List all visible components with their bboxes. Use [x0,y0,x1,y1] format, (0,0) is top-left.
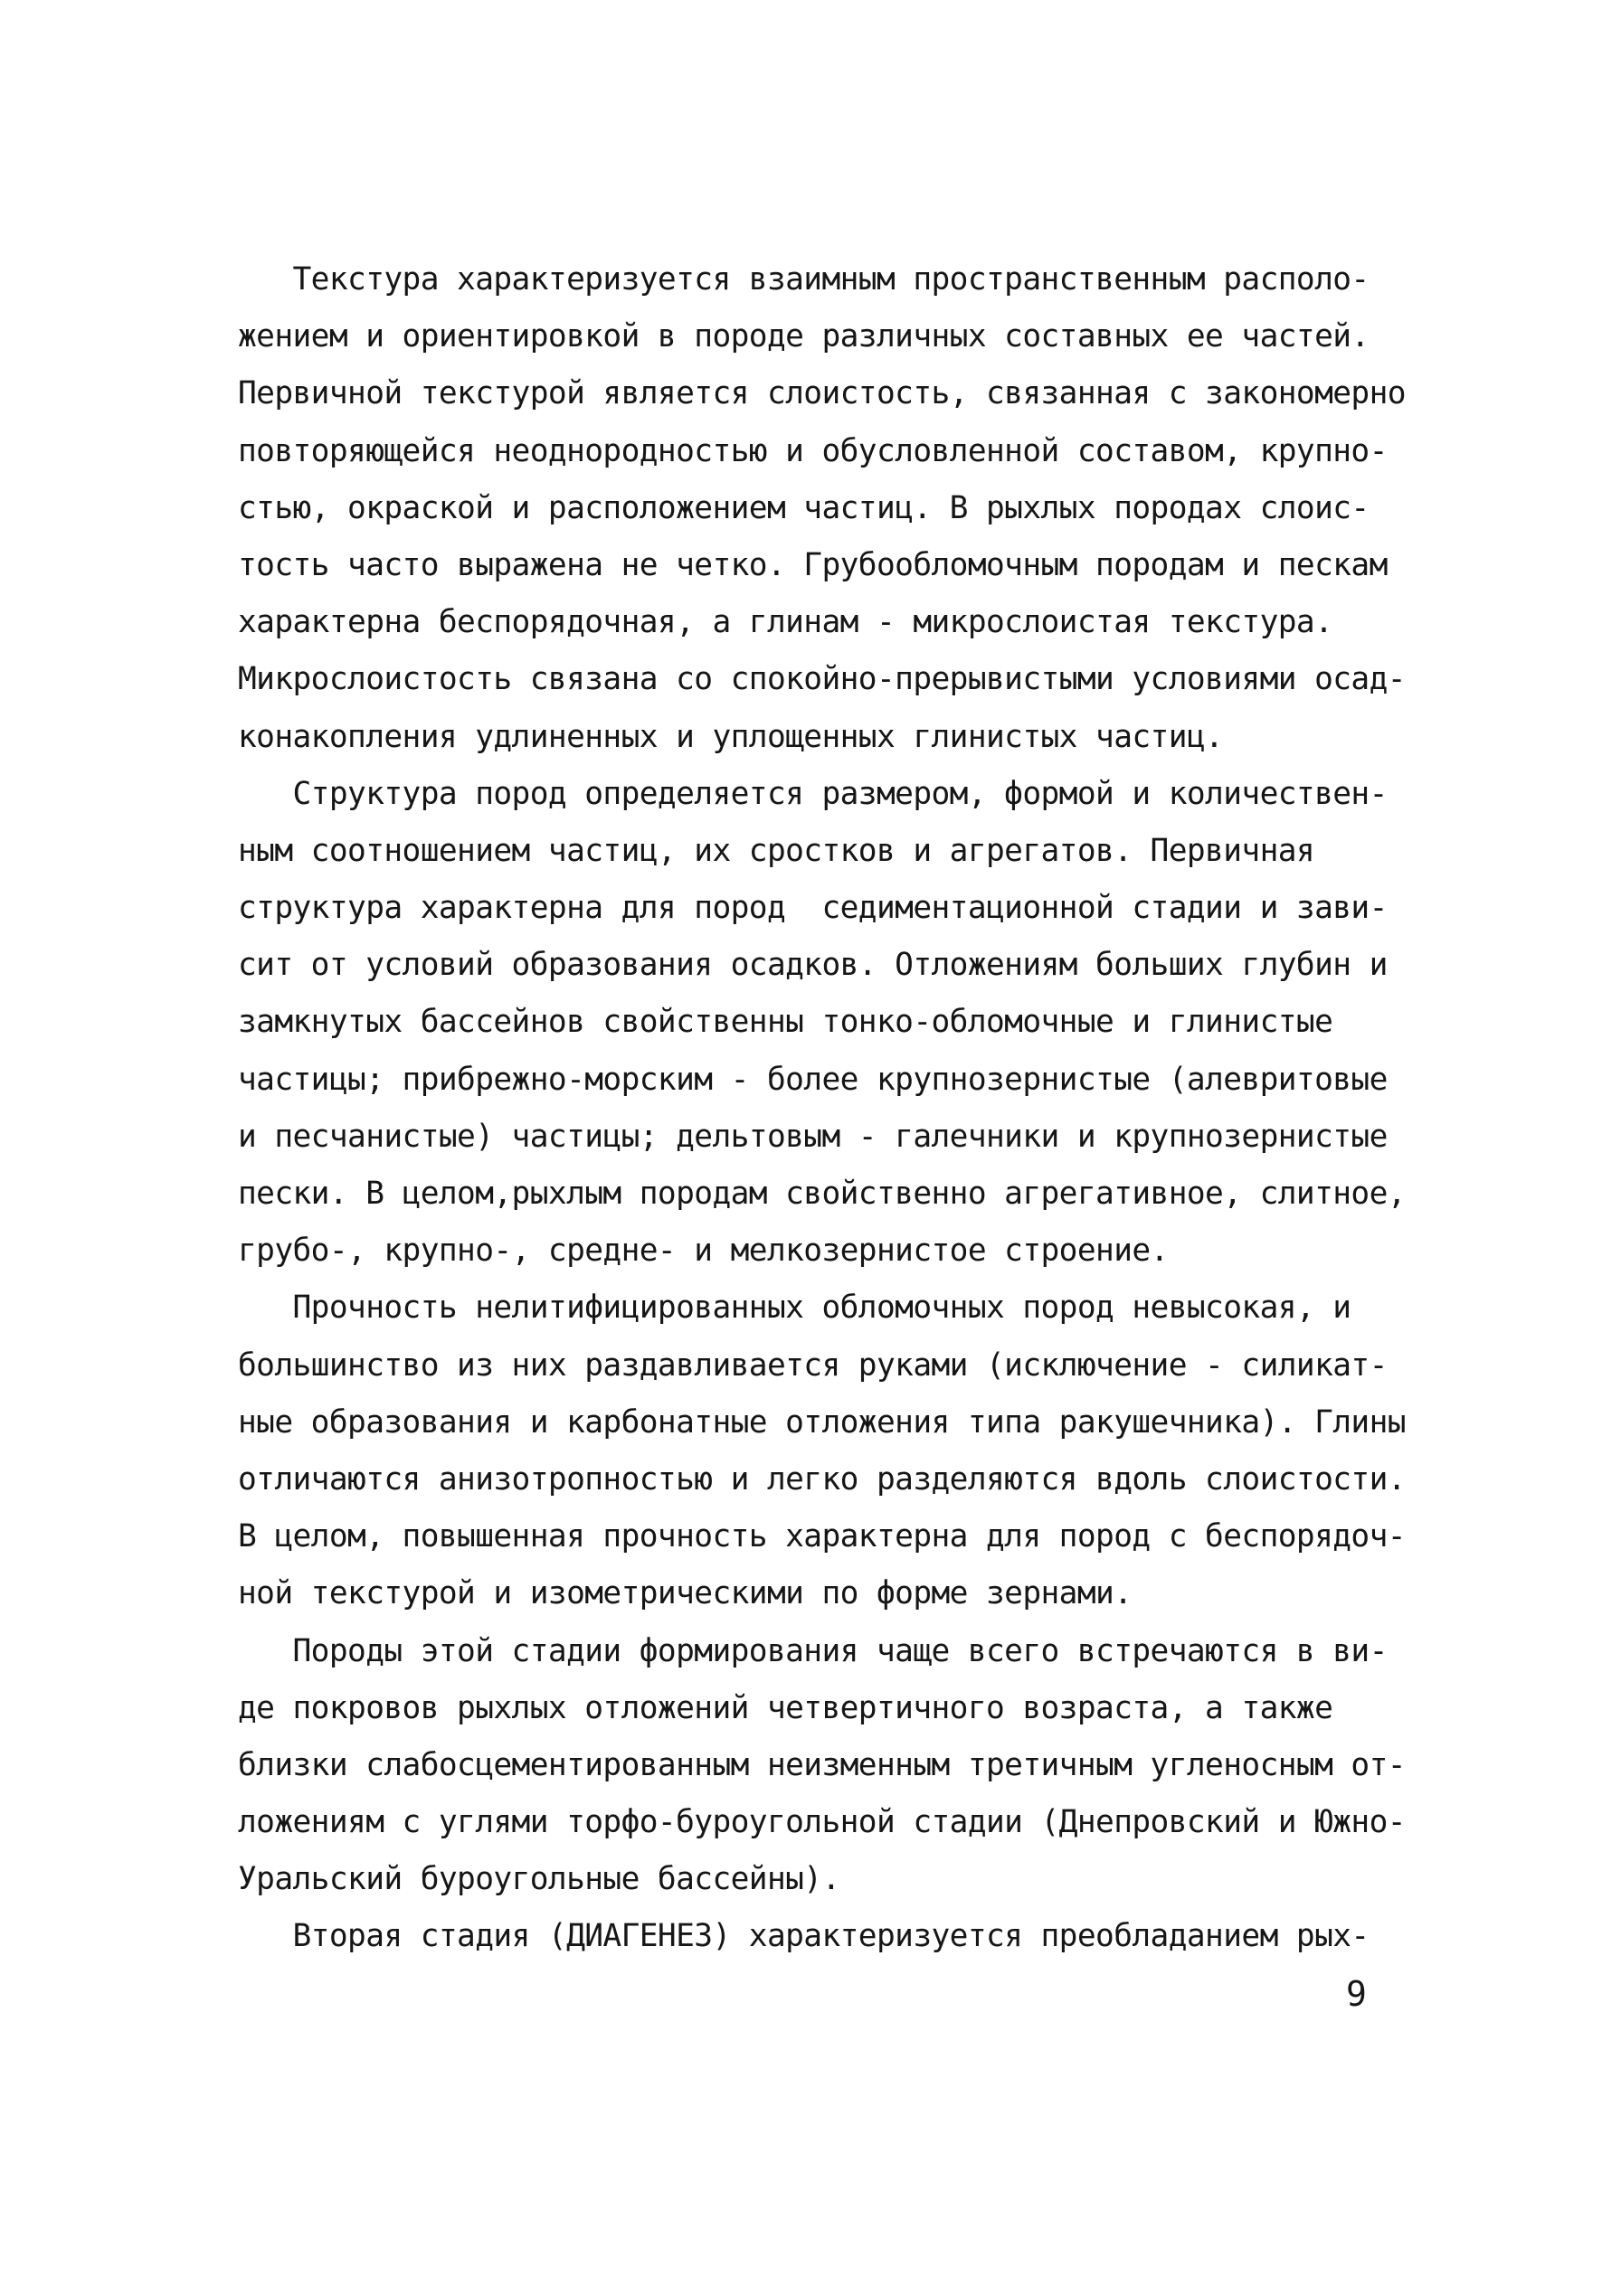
text-line: частицы; прибрежно-морским - более крупнозернистые (алевритовые [238,1061,1388,1098]
text-line: ные образования и карбонатные отложения типа ракушечника). Глины [238,1403,1406,1441]
text-line: де покровов рыхлых отложений четвертичного возраста, а также [238,1689,1333,1726]
text-line: ной текстурой и изометрическими по форме зернами. [238,1575,1133,1612]
body-text [238,251,1406,1966]
text-line: тость часто выражена не четко. Грубообломочным породам и пескам [238,546,1388,583]
text-line: грубо-, крупно-, средне- и мелкозернистое строение. [238,1233,1169,1270]
text-line: В целом, повышенная прочность характерна для пород с беспорядоч- [238,1518,1406,1555]
text-line: структура характерна для пород седиментационной стадии и зави- [238,890,1388,927]
text-line: конакопления удлиненных и уплощенных глинистых частиц. [238,718,1224,755]
text-line: Прочность нелитифицированных обломочных пород невысокая, и [238,1290,1351,1327]
text-line: Текстура характеризуется взаимным пространственным располо- [238,261,1370,298]
text-line: повторяющейся неоднородностью и обусловленной составом, крупно- [238,432,1388,469]
text-line: пески. В целом,рыхлым породам свойственно агрегативное, слитное, [238,1176,1406,1212]
text-line: замкнутых бассейнов свойственны тонко-обломочные и глинистые [238,1004,1333,1041]
text-line: сит от условий образования осадков. Отложениям больших глубин и [238,947,1388,984]
text-line: большинство из них раздавливается руками (исключение - силикат- [238,1346,1388,1384]
text-line: Первичной текстурой является слоистость, связанная с закономерно [238,375,1406,412]
text-line: и песчанистые) частицы; дельтовым - галечники и крупнозернистые [238,1118,1388,1155]
text-line: характерна беспорядочная, а глинам - микрослоистая текстура. [238,604,1333,641]
text-line: стью, окраской и расположением частиц. В рыхлых породах слоис- [238,489,1370,526]
text-line: Микрослоистость связана со спокойно-прерывистыми условиями осад- [238,661,1406,698]
text-line: ложениям с углями торфо-буроугольной стадии (Днепровский и Южно- [238,1804,1406,1841]
text-line: жением и ориентировкой в породе различных составных ее частей. [238,318,1370,355]
text-line: Породы этой стадии формирования чаще всего встречаются в ви- [238,1632,1388,1669]
page-number: 9 [1346,1974,1367,2014]
text-line: Вторая стадия (ДИАГЕНЕЗ) характеризуется преобладанием рых- [238,1918,1370,1955]
text-line: близки слабосцементированным неизменным третичным угленосным от- [238,1746,1406,1783]
text-line: ным соотношением частиц, их сростков и агрегатов. Первичная [238,832,1315,869]
text-line: отличаются анизотропностью и легко разделяются вдоль слоистости. [238,1460,1406,1498]
text-line: Уральский буроугольные бассейны). [238,1861,840,1898]
text-line: Структура пород определяется размером, формой и количествен- [238,775,1388,812]
